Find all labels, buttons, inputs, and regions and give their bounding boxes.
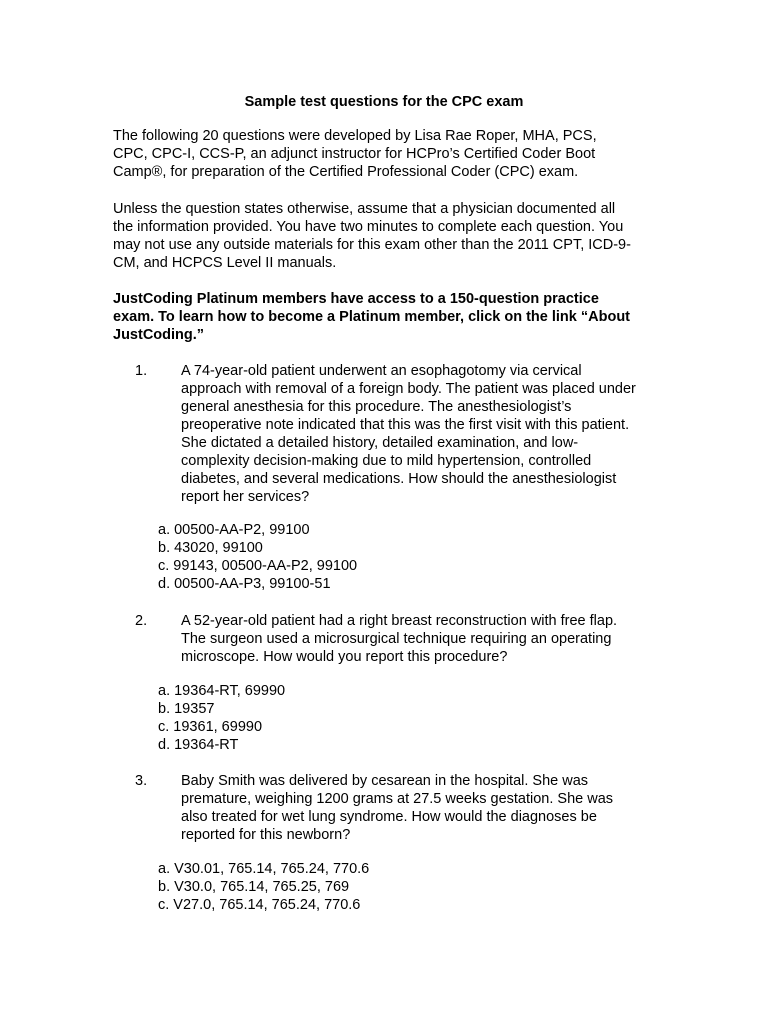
answer-option: a. 19364-RT, 69990 <box>158 683 286 699</box>
stem-line: She dictated a detailed history, detailed examination, and low- <box>181 435 579 451</box>
stem-line: A 74-year-old patient underwent an esophagotomy via cervical <box>181 363 582 379</box>
assumption-line: CM, and HCPCS Level II manuals. <box>113 255 337 271</box>
question-number: 2. <box>135 613 148 629</box>
stem-line: approach with removal of a foreign body. The patient was placed under <box>181 381 636 397</box>
promo-line: JustCoding Platinum members have access to a 150-question practice <box>113 291 599 307</box>
stem-line: A 52-year-old patient had a right breast reconstruction with free flap. <box>181 613 618 629</box>
stem-line: The surgeon used a microsurgical technique requiring an operating <box>181 631 612 647</box>
question-number: 1. <box>135 363 148 379</box>
stem-line: preoperative note indicated that this was the first visit with this patient. <box>181 417 630 433</box>
stem-line: Baby Smith was delivered by cesarean in the hospital. She was <box>181 773 589 789</box>
assumption-line: may not use any outside materials for this exam other than the 2011 CPT, ICD-9- <box>113 237 631 253</box>
document-title: Sample test questions for the CPC exam <box>244 94 524 110</box>
answer-option: b. 19357 <box>158 701 215 717</box>
assumption-paragraph <box>113 200 673 272</box>
intro-line: Camp®, for preparation of the Certified Professional Coder (CPC) exam. <box>113 164 579 180</box>
answer-option: c. V27.0, 765.14, 765.24, 770.6 <box>158 897 361 913</box>
stem-line: general anesthesia for this procedure. The anesthesiologist’s <box>181 399 572 415</box>
answer-option: a. V30.01, 765.14, 765.24, 770.6 <box>158 861 370 877</box>
promo-line: JustCoding.” <box>113 327 205 343</box>
answer-option: b. 43020, 99100 <box>158 540 263 556</box>
intro-line: The following 20 questions were developed by Lisa Rae Roper, MHA, PCS, <box>113 128 597 144</box>
question-stem <box>181 612 661 666</box>
assumption-line: Unless the question states otherwise, assume that a physician documented all <box>113 201 616 217</box>
promo-line: exam. To learn how to become a Platinum member, click on the link “About <box>113 309 631 325</box>
question-number: 3. <box>135 773 148 789</box>
intro-line: CPC, CPC-I, CCS-P, an adjunct instructor for HCPro’s Certified Coder Boot <box>113 146 596 162</box>
answer-option: c. 99143, 00500-AA-P2, 99100 <box>158 558 358 574</box>
answer-options <box>158 521 558 593</box>
stem-line: reported for this newborn? <box>181 827 351 843</box>
answer-option: b. V30.0, 765.14, 765.25, 769 <box>158 879 350 895</box>
platinum-promo-paragraph <box>113 290 673 344</box>
answer-option: c. 19361, 69990 <box>158 719 263 735</box>
answer-option: d. 19364-RT <box>158 737 239 753</box>
stem-line: premature, weighing 1200 grams at 27.5 weeks gestation. She was <box>181 791 614 807</box>
intro-paragraph <box>113 127 673 181</box>
stem-line: diabetes, and several medications. How should the anesthesiologist <box>181 471 617 487</box>
stem-line: microscope. How would you report this procedure? <box>181 649 508 665</box>
stem-line: complexity decision-making due to mild hypertension, controlled <box>181 453 592 469</box>
stem-line: report her services? <box>181 489 310 505</box>
question-stem <box>181 362 661 506</box>
answer-options <box>158 682 558 754</box>
question-stem <box>181 772 661 844</box>
answer-options <box>158 860 558 914</box>
answer-option: d. 00500-AA-P3, 99100-51 <box>158 576 331 592</box>
stem-line: also treated for wet lung syndrome. How would the diagnoses be <box>181 809 597 825</box>
answer-option: a. 00500-AA-P2, 99100 <box>158 522 310 538</box>
assumption-line: the information provided. You have two minutes to complete each question. You <box>113 219 624 235</box>
